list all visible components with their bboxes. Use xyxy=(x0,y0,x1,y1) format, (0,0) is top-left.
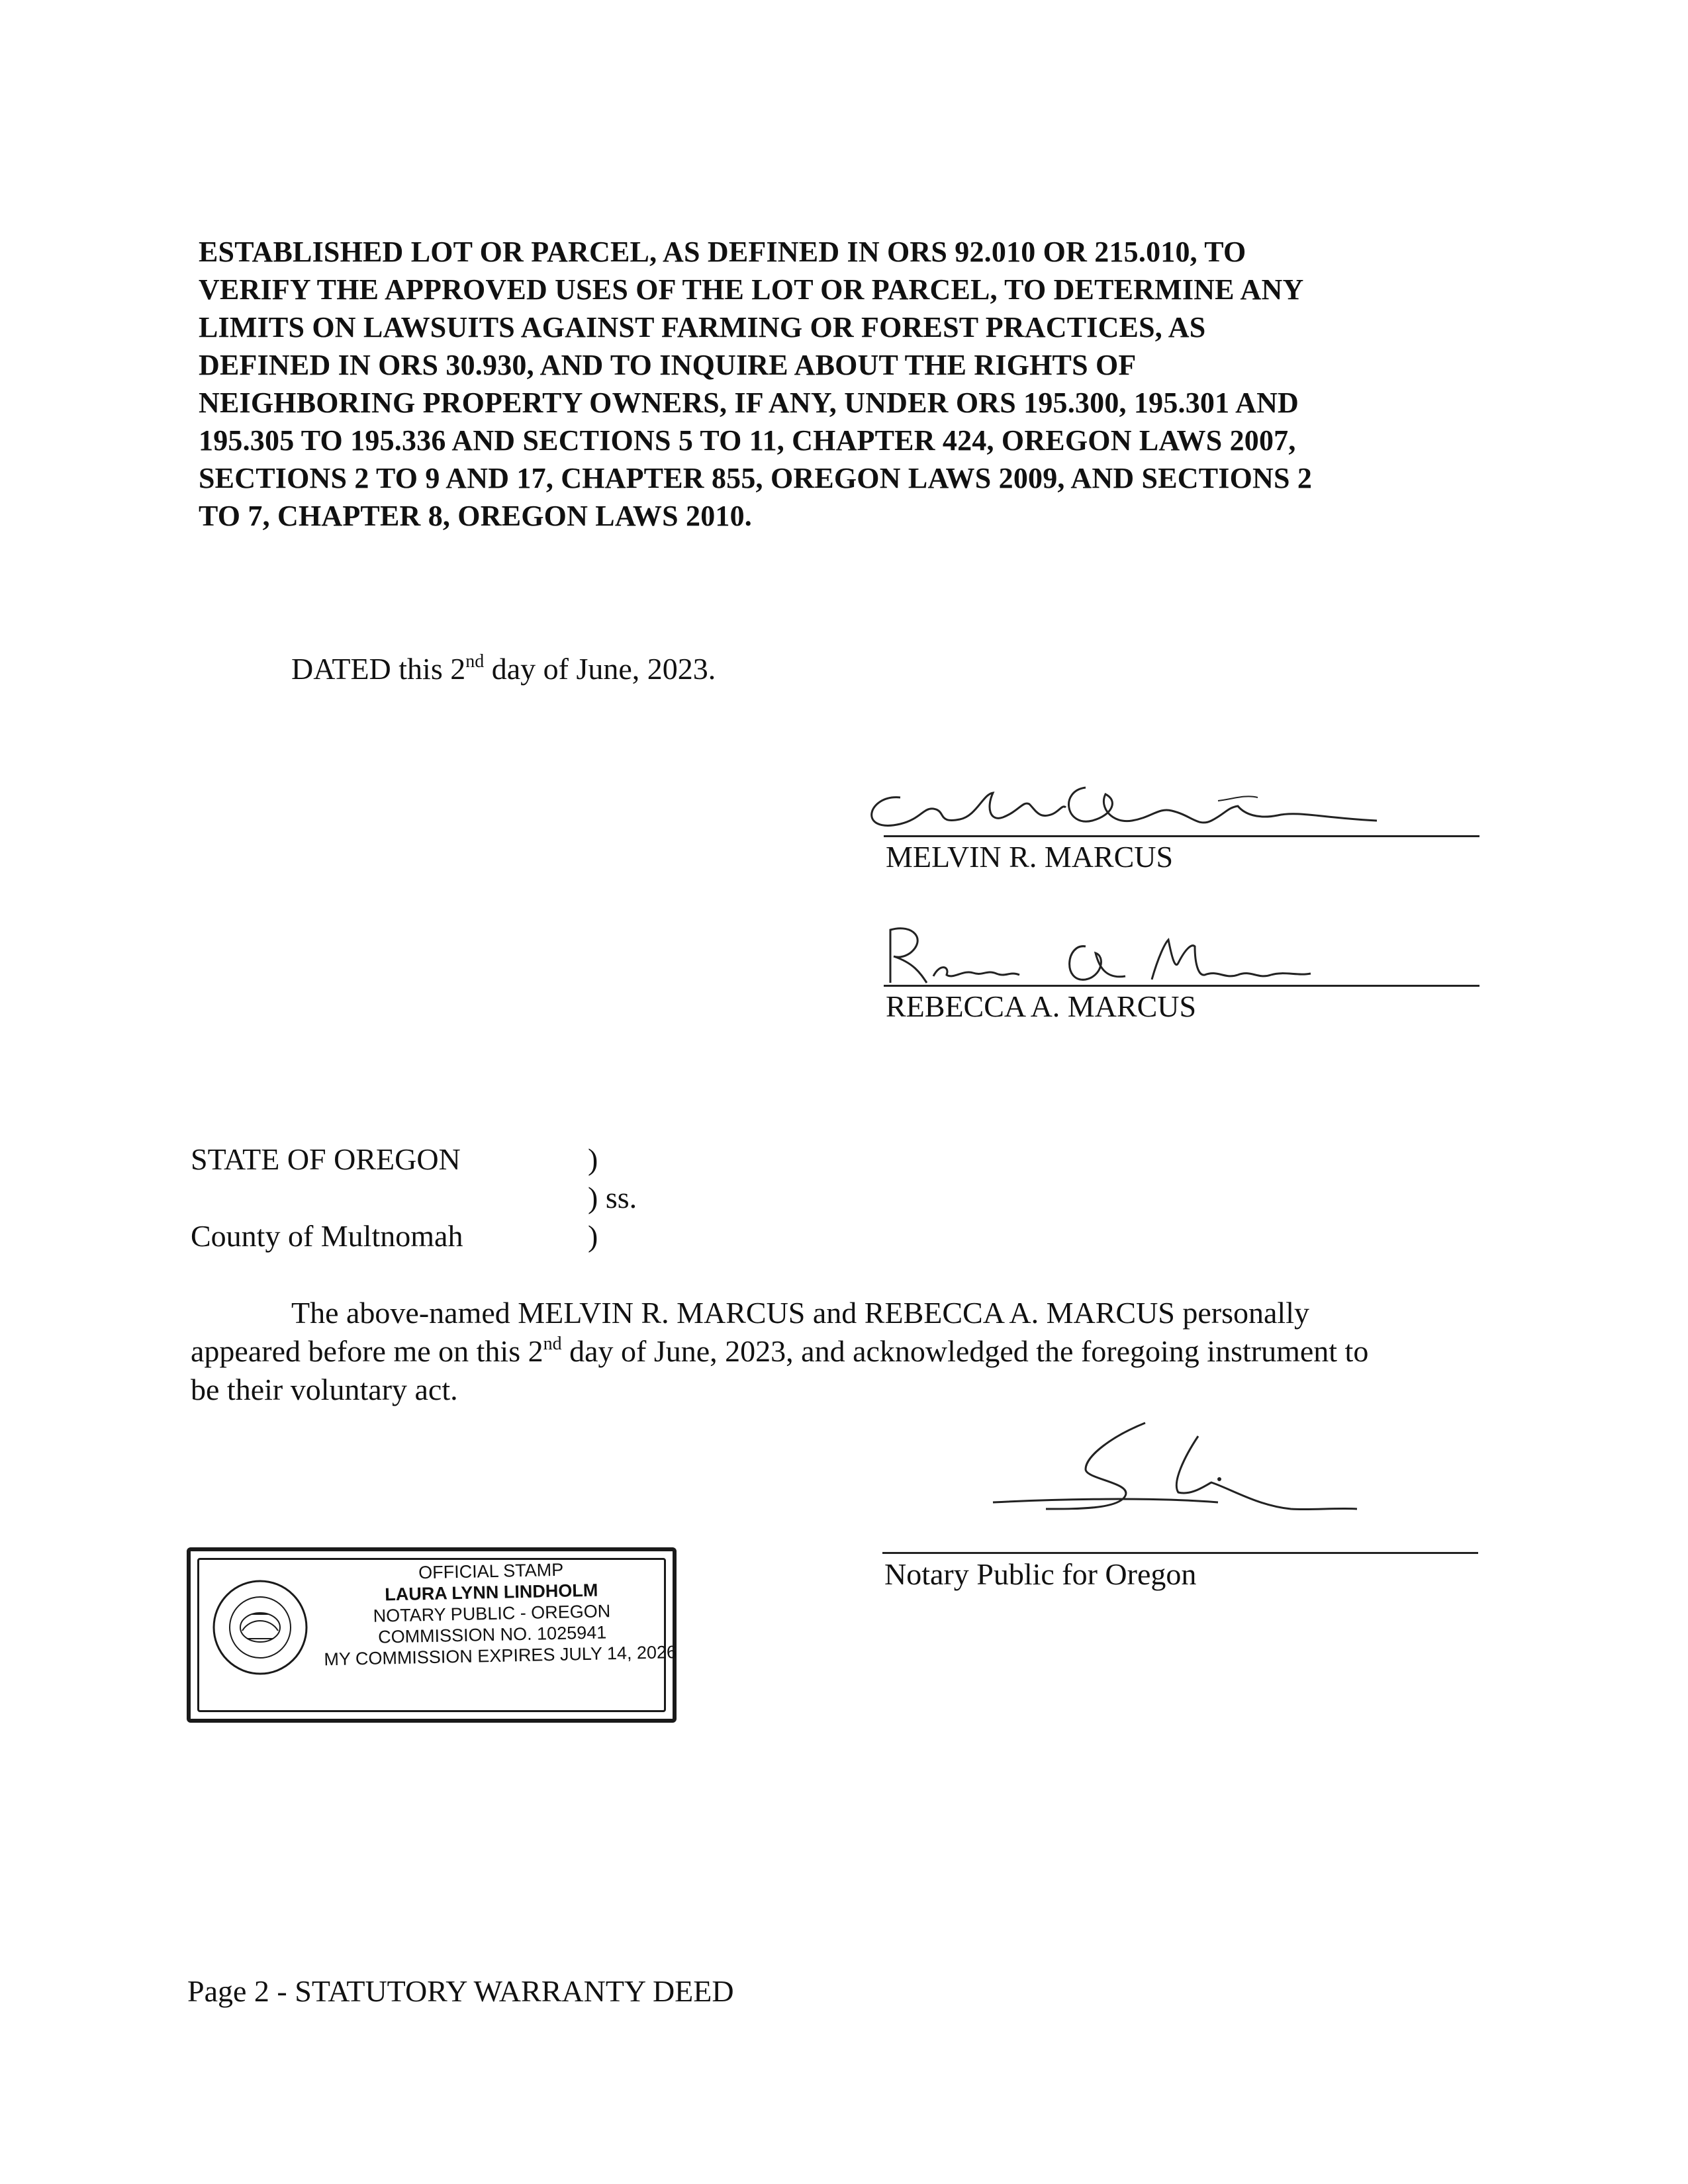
clause-line: DEFINED IN ORS 30.930, AND TO INQUIRE ABOUT THE RIGHTS OF xyxy=(199,349,1137,381)
clause-line: TO 7, CHAPTER 8, OREGON LAWS 2010. xyxy=(199,500,752,532)
stamp-line-expiration: MY COMMISSION EXPIRES JULY 14, 2026 xyxy=(324,1642,677,1670)
signature-line-2 xyxy=(884,985,1479,987)
signer-name-1: MELVIN R. MARCUS xyxy=(886,840,1174,874)
clause-line: LIMITS ON LAWSUITS AGAINST FARMING OR FOREST PRACTICES, AS xyxy=(199,311,1206,343)
stamp-text xyxy=(322,1557,677,1670)
acknowledgment-line-2: appeared before me on this 2nd day of June, 2023, and acknowledged the foregoing instrument to xyxy=(191,1334,1369,1368)
signature-melvin-marcus xyxy=(861,761,1456,841)
acknowledgment-line-1: The above-named MELVIN R. MARCUS and REBECCA A. MARCUS personally xyxy=(291,1296,1309,1330)
deed-clause-continuation xyxy=(199,233,1496,535)
stamp-line-official: OFFICIAL STAMP xyxy=(418,1559,564,1583)
page-footer: Page 2 - STATUTORY WARRANTY DEED xyxy=(187,1974,734,2008)
state-seal-icon xyxy=(211,1578,310,1680)
clause-line: NEIGHBORING PROPERTY OWNERS, IF ANY, UNDER ORS 195.300, 195.301 AND xyxy=(199,387,1299,419)
notary-stamp xyxy=(187,1547,677,1723)
stamp-line-notary-name: LAURA LYNN LINDHOLM xyxy=(385,1580,598,1605)
dated-line: DATED this 2nd day of June, 2023. xyxy=(291,651,716,686)
venue-state: STATE OF OREGON xyxy=(191,1142,461,1176)
clause-line: VERIFY THE APPROVED USES OF THE LOT OR PARCEL, TO DETERMINE ANY xyxy=(199,273,1304,306)
notary-title: Notary Public for Oregon xyxy=(884,1557,1197,1591)
signature-line-1 xyxy=(884,835,1479,837)
venue-county: County of Multnomah xyxy=(191,1219,463,1253)
acknowledgment-line-3: be their voluntary act. xyxy=(191,1373,458,1406)
clause-line: SECTIONS 2 TO 9 AND 17, CHAPTER 855, OREGON LAWS 2009, AND SECTIONS 2 xyxy=(199,462,1313,494)
signer-name-2: REBECCA A. MARCUS xyxy=(886,989,1197,1023)
stamp-line-notary-public: NOTARY PUBLIC - OREGON xyxy=(373,1601,611,1626)
clause-line: ESTABLISHED LOT OR PARCEL, AS DEFINED IN ORS 92.010 OR 215.010, TO xyxy=(199,236,1246,268)
venue-ss: ) ss. xyxy=(588,1181,637,1214)
signature-rebecca-marcus xyxy=(874,917,1337,996)
stamp-line-commission-no: COMMISSION NO. 1025941 xyxy=(377,1622,607,1647)
venue-paren-1: ) xyxy=(588,1142,598,1176)
notary-signature-line xyxy=(882,1552,1478,1554)
venue-paren-3: ) xyxy=(588,1219,598,1253)
clause-line: 195.305 TO 195.336 AND SECTIONS 5 TO 11, CHAPTER 424, OREGON LAWS 2007, xyxy=(199,424,1296,457)
signature-notary xyxy=(980,1410,1377,1542)
